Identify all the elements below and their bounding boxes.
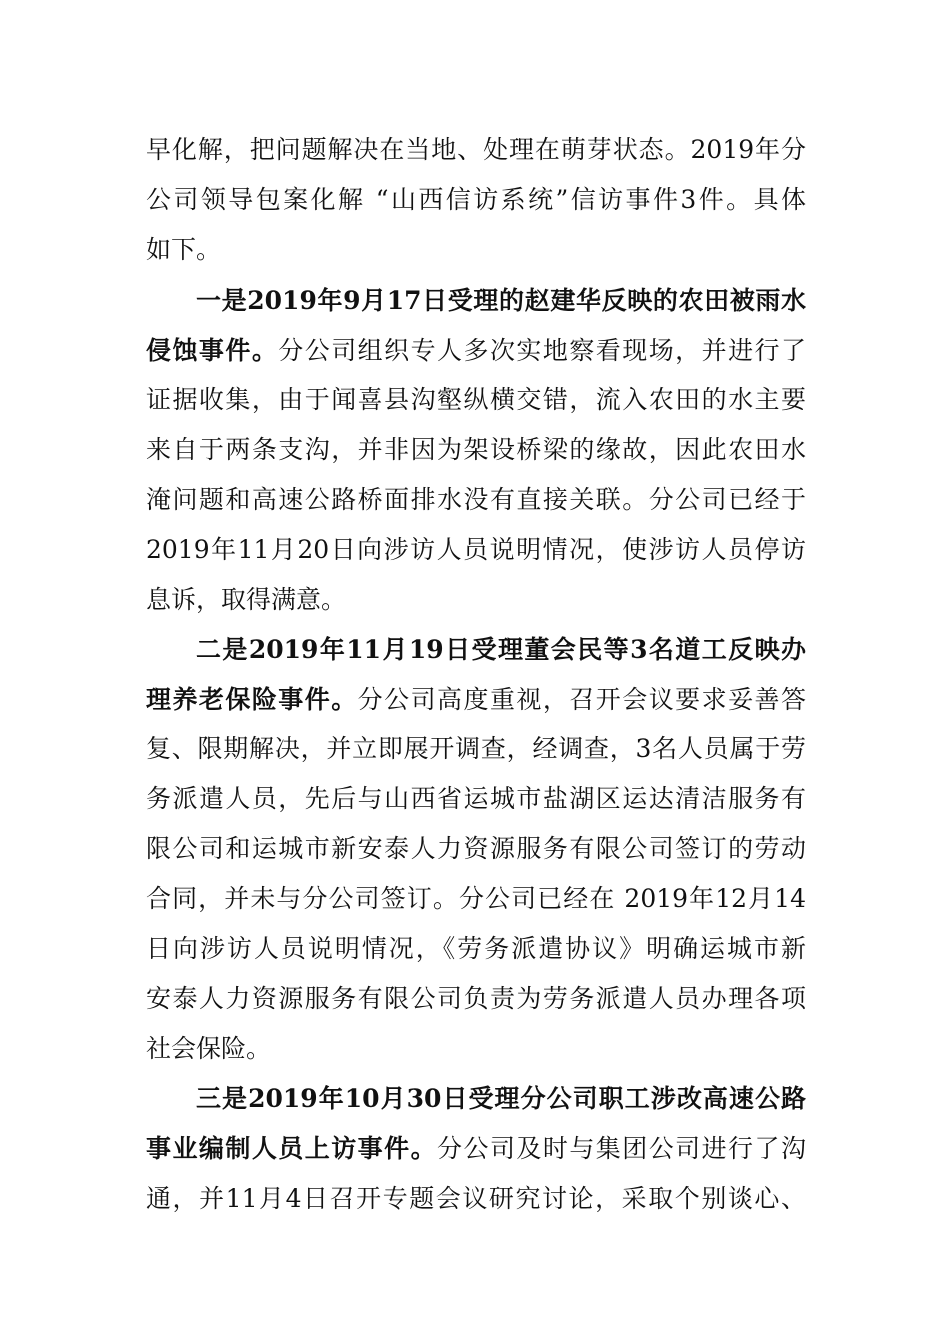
item-3-line-2-rest: 分公司及时与集团公司进行了沟 [437, 1134, 806, 1163]
item-1-line-3: 证据收集，由于闻喜县沟壑纵横交错，流入农田的水主要 [146, 385, 806, 414]
item-2-heading-line-2: 理养老保险事件。 [146, 685, 358, 714]
item-3-line-2 [146, 1129, 806, 1169]
item-1-line-4: 来自于两条支沟，并非因为架设桥梁的缘故，因此农田水 [146, 435, 806, 464]
intro-line-2: 公司领导包案化解 “山西信访系统”信访事件3件。具体 [146, 185, 806, 214]
item-2-line-7: 日向涉访人员说明情况，《劳务派遣协议》明确运城市新 [146, 934, 806, 963]
item-2-line-2 [146, 680, 806, 720]
item-2-heading-line-1: 二是2019年11月19日受理董会民等3名道工反映办 [196, 635, 806, 664]
item-1-line-5: 淹问题和高速公路桥面排水没有直接关联。分公司已经于 [146, 485, 806, 514]
intro-line-3: 如下。 [146, 235, 222, 264]
item-1-line-7: 息诉，取得满意。 [146, 585, 347, 614]
item-3-heading-line-1: 三是2019年10月30日受理分公司职工涉改高速公路 [196, 1084, 806, 1113]
item-2-line-6: 合同，并未与分公司签订。分公司已经在 2019年12月14 [146, 884, 806, 913]
item-1-line-6: 2019年11月20日向涉访人员说明情况，使涉访人员停访 [146, 535, 806, 564]
item-2-line-3: 复、限期解决，并立即展开调查，经调查，3名人员属于劳 [146, 734, 806, 763]
item-1-heading-line-2: 侵蚀事件。 [146, 336, 279, 365]
item-1-line-2 [146, 331, 806, 371]
item-3-heading-line-2: 事业编制人员上访事件。 [146, 1134, 438, 1163]
intro-line-1: 早化解，把问题解决在当地、处理在萌芽状态。2019年分 [146, 135, 806, 164]
item-2-line-2-rest: 分公司高度重视，召开会议要求妥善答 [357, 685, 806, 714]
item-1-heading-line-1: 一是2019年9月17日受理的赵建华反映的农田被雨水 [196, 286, 806, 315]
item-2-line-5: 限公司和运城市新安泰人力资源服务有限公司签订的劳动 [146, 834, 806, 863]
item-2-line-9: 社会保险。 [146, 1034, 272, 1063]
item-3-line-3: 通，并11月4日召开专题会议研究讨论，采取个别谈心、 [146, 1184, 806, 1213]
item-2-line-8: 安泰人力资源服务有限公司负责为劳务派遣人员办理各项 [146, 984, 806, 1013]
item-1-line-2-rest: 分公司组织专人多次实地察看现场，并进行了 [278, 336, 806, 365]
item-2-line-4: 务派遣人员，先后与山西省运城市盐湖区运达清洁服务有 [146, 784, 806, 813]
